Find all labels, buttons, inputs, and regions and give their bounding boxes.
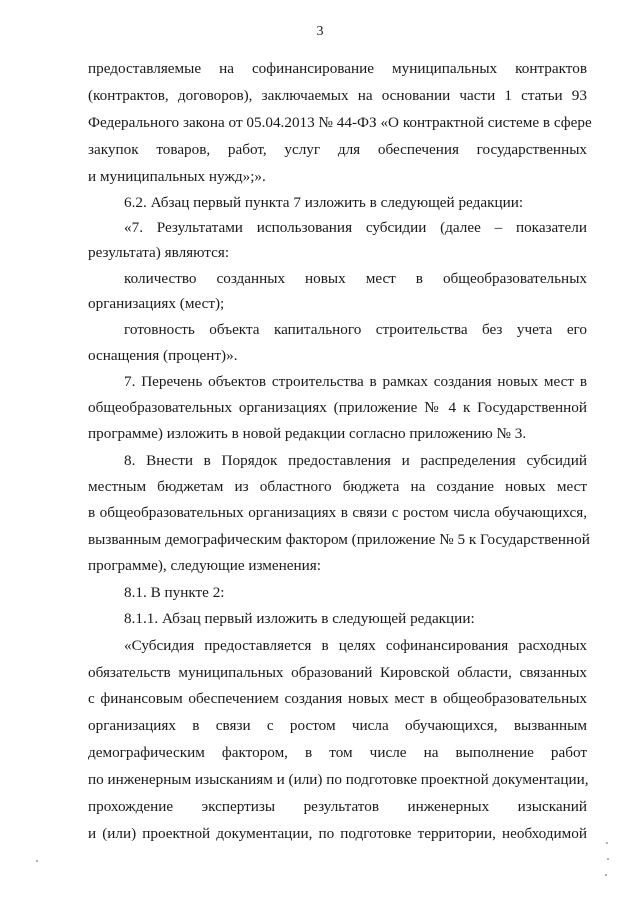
- text-line: «7. Результатами использования субсидии (далее – показатели: [124, 219, 587, 236]
- text-line: общеобразовательных организациях (приложение № 4 к Государственной: [88, 399, 587, 416]
- text-line: обязательств муниципальных образований Кировской области, связанных: [88, 664, 587, 681]
- text-line: и муниципальных нужд»;».: [88, 168, 266, 185]
- text-line: готовность объекта капитального строительства без учета его: [124, 321, 587, 338]
- text-line: 8.1. В пункте 2:: [124, 584, 225, 601]
- text-line: оснащения (процент)».: [88, 347, 238, 364]
- text-line: предоставляемые на софинансирование муниципальных контрактов: [88, 60, 587, 77]
- text-line: 8.1.1. Абзац первый изложить в следующей редакции:: [124, 610, 475, 627]
- text-line: «Субсидия предоставляется в целях софинансирования расходных: [124, 637, 587, 654]
- text-line: организациях (мест);: [88, 295, 225, 312]
- text-line: и (или) проектной документации, по подготовке территории, необходимой: [88, 825, 587, 842]
- scan-speck: [605, 874, 607, 876]
- scan-speck: [36, 860, 38, 862]
- text-line: программе) изложить в новой редакции согласно приложению № 3.: [88, 425, 527, 442]
- text-line: 7. Перечень объектов строительства в рамках создания новых мест в: [124, 373, 587, 390]
- text-line: результата) являются:: [88, 244, 230, 261]
- text-line: в общеобразовательных организациях в связи с ростом числа обучающихся,: [88, 504, 587, 521]
- text-line: 6.2. Абзац первый пункта 7 изложить в следующей редакции:: [124, 194, 524, 211]
- text-line: местным бюджетам из областного бюджета на создание новых мест: [88, 478, 587, 495]
- text-line: программе), следующие изменения:: [88, 557, 321, 574]
- scan-speck: [606, 842, 608, 844]
- text-line: с финансовым обеспечением создания новых мест в общеобразовательных: [88, 690, 587, 707]
- text-line: 8. Внести в Порядок предоставления и распределения субсидий: [124, 452, 587, 469]
- text-line: вызванным демографическим фактором (приложение № 5 к Государственной: [88, 531, 590, 548]
- scan-speck: [607, 858, 609, 860]
- text-line: закупок товаров, работ, услуг для обеспечения государственных: [88, 141, 587, 158]
- text-line: организациях в связи с ростом числа обучающихся, вызванным: [88, 717, 587, 734]
- text-line: по инженерным изысканиям и (или) по подготовке проектной документации,: [88, 771, 589, 788]
- text-line: прохождение экспертизы результатов инженерных изысканий: [88, 798, 587, 815]
- text-line: (контрактов, договоров), заключаемых на основании части 1 статьи 93: [88, 87, 587, 104]
- text-line: демографическим фактором, в том числе на выполнение работ: [88, 744, 587, 761]
- text-line: Федерального закона от 05.04.2013 № 44-ФЗ «О контрактной системе в сфере: [88, 114, 592, 131]
- text-line: количество созданных новых мест в общеобразовательных: [124, 270, 587, 287]
- page-number: 3: [316, 24, 324, 39]
